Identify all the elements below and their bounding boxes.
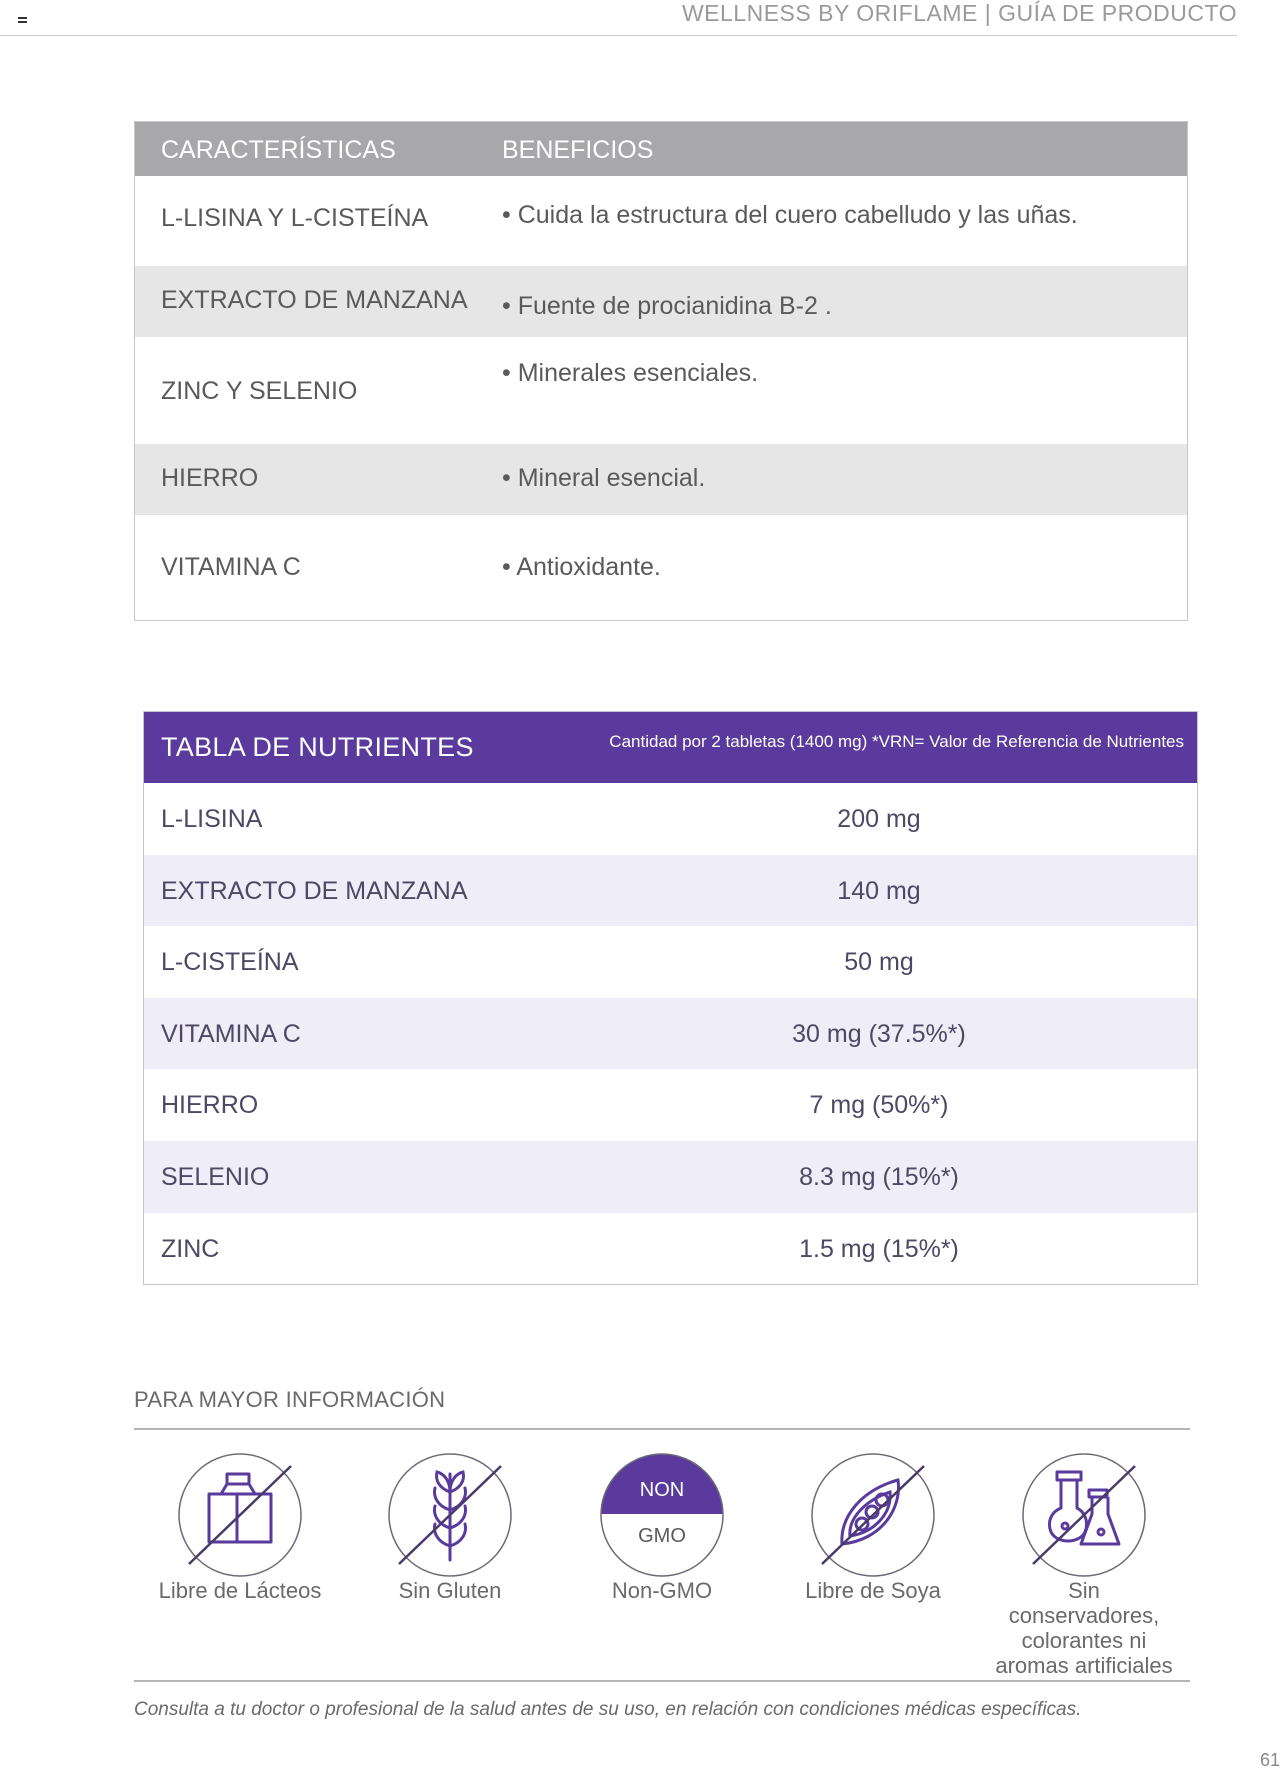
nutrients-note: Cantidad por 2 tabletas (1400 mg) *VRN= Valor de Referencia de Nutrientes (609, 732, 1184, 751)
features-table (134, 121, 1188, 621)
feature-name: HIERRO (161, 464, 259, 492)
feature-benefit: • Fuente de procianidina B-2 . (502, 292, 832, 320)
feature-name: ZINC Y SELENIO (161, 377, 358, 405)
column-header-features: CARACTERÍSTICAS (161, 136, 396, 164)
badge-label: Libre de Soya (805, 1578, 941, 1603)
header-title: WELLNESS BY ORIFLAME | GUÍA DE PRODUCTO (681, 0, 1237, 26)
nutrient-amount: 7 mg (50%*) (809, 1091, 949, 1120)
gluten-free-icon (387, 1452, 513, 1578)
non-gmo-top-text: NON (639, 1479, 685, 1501)
nutrient-amount: 200 mg (837, 805, 921, 833)
nutrient-name: L-LISINA (161, 805, 263, 833)
table-row (135, 444, 1187, 515)
table-row (144, 783, 1197, 855)
nutrient-name: VITAMINA C (161, 1019, 301, 1048)
features-table-header (135, 122, 1187, 176)
feature-name: EXTRACTO DE MANZANA (161, 286, 468, 314)
table-row (144, 1213, 1197, 1285)
badge-label: Sin conservadores, colorantes ni aromas artificiales (995, 1578, 1173, 1678)
nutrients-title: TABLA DE NUTRIENTES (161, 732, 474, 762)
table-row (144, 1141, 1197, 1213)
nutrient-name: EXTRACTO DE MANZANA (161, 876, 468, 905)
header-divider (0, 35, 1237, 36)
feature-name: VITAMINA C (161, 553, 301, 581)
feature-name: L-LISINA Y L-CISTEÍNA (161, 204, 429, 232)
info-section-title: PARA MAYOR INFORMACIÓN (134, 1387, 446, 1412)
table-row (135, 266, 1187, 337)
no-additives-icon (1021, 1452, 1147, 1578)
page-number: 61 (1259, 1750, 1280, 1770)
table-row (144, 1069, 1197, 1141)
badge-gluten-free (360, 1452, 540, 1603)
badge-dairy-free (150, 1452, 330, 1603)
feature-benefit: • Minerales esenciales. (502, 359, 759, 387)
info-divider-top (134, 1428, 1190, 1430)
non-gmo-icon (599, 1452, 725, 1578)
nutrient-amount: 140 mg (837, 876, 921, 905)
nutrients-table-header (144, 712, 1197, 783)
non-gmo-bottom-text: GMO (638, 1525, 686, 1547)
table-row (135, 515, 1187, 619)
badge-no-additives (994, 1452, 1174, 1678)
table-row (135, 337, 1187, 444)
nutrient-amount: 50 mg (844, 948, 914, 977)
table-row (135, 176, 1187, 266)
feature-benefit: • Cuida la estructura del cuero cabelludo y las uñas. (502, 201, 1078, 229)
nutrient-amount: 30 mg (37.5%*) (792, 1019, 966, 1048)
column-header-benefits: BENEFICIOS (502, 136, 654, 164)
table-row (144, 998, 1197, 1070)
nutrient-name: HIERRO (161, 1091, 259, 1120)
badge-non-gmo (572, 1452, 752, 1603)
nutrient-name: L-CISTEÍNA (161, 948, 299, 977)
table-row (144, 926, 1197, 998)
dairy-free-icon (177, 1452, 303, 1578)
table-row (144, 855, 1197, 927)
nutrient-name: ZINC (161, 1234, 220, 1263)
badge-soy-free (783, 1452, 963, 1603)
badge-label: Non-GMO (611, 1578, 713, 1603)
info-divider-bottom (134, 1680, 1190, 1682)
menu-icon[interactable] (18, 17, 27, 25)
badge-label: Libre de Lácteos (158, 1578, 322, 1603)
nutrients-table (143, 711, 1198, 1285)
badge-label: Sin Gluten (398, 1578, 502, 1603)
feature-benefit: • Antioxidante. (502, 553, 661, 581)
nutrient-amount: 1.5 mg (15%*) (799, 1234, 959, 1263)
nutrient-name: SELENIO (161, 1162, 270, 1191)
feature-benefit: • Mineral esencial. (502, 464, 706, 492)
soy-free-icon (810, 1452, 936, 1578)
nutrient-amount: 8.3 mg (15%*) (799, 1162, 959, 1191)
disclaimer: Consulta a tu doctor o profesional de la salud antes de su uso, en relación con condiciones médicas específicas. (134, 1699, 1082, 1720)
